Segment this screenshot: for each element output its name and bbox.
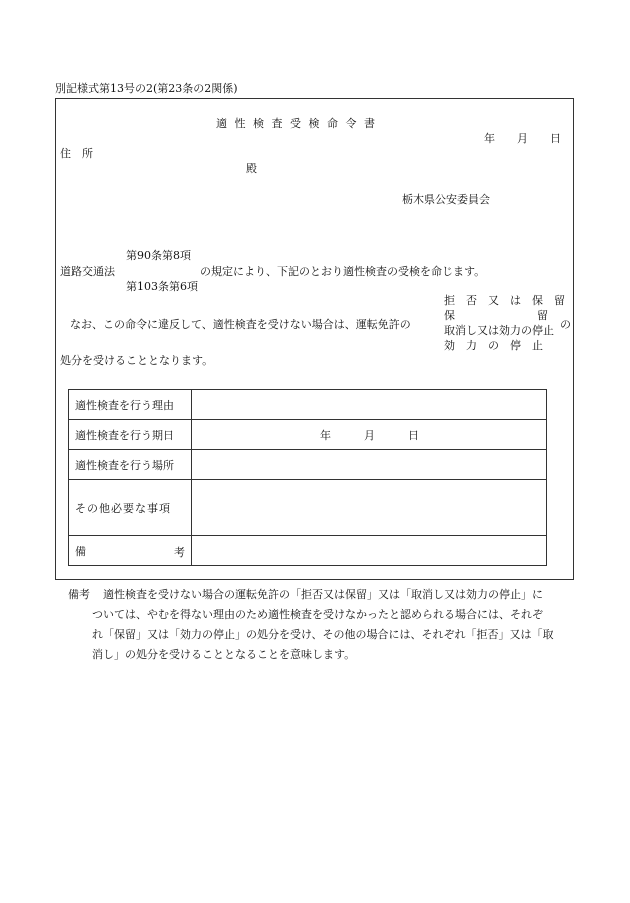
row-label: その他必要な事項 — [69, 480, 192, 536]
remarks-char-left: 備 — [75, 544, 86, 558]
address-label: 住 所 — [60, 147, 93, 160]
option-reserve-left: 保 — [444, 309, 455, 322]
form-number: 別記様式第13号の2(第23条の2関係) — [55, 82, 238, 95]
table-row — [69, 536, 547, 566]
remarks-label: 備考 — [68, 588, 90, 601]
honorific: 殿 — [246, 162, 257, 175]
option-suffix: の — [560, 318, 571, 331]
row-label: 適性検査を行う理由 — [69, 390, 192, 420]
row-label: 適性検査を行う場所 — [69, 450, 192, 480]
article-lower: 第103条第6項 — [126, 280, 198, 293]
row-value — [192, 450, 547, 480]
remarks-line: れ「保留」又は「効力の停止」の処分を受け、その他の場合には、それぞれ「拒否」又は「取 — [92, 628, 554, 641]
order-text: の規定により、下記のとおり適性検査の受検を命じます。 — [200, 265, 486, 278]
option-refuse-or-reserve: 拒 否 又 は 保 留 — [444, 294, 565, 307]
remarks-line: ついては、やむを得ない理由のため適性検査を受けなかったと認められる場合には、それぞ — [92, 608, 543, 621]
option-suspend: 効 力 の 停 止 — [444, 339, 543, 352]
row-label: 適性検査を行う期日 — [69, 420, 192, 450]
document-title: 適 性 検 査 受 検 命 令 書 — [216, 117, 377, 130]
row-label-remarks — [69, 536, 192, 566]
table-row — [69, 420, 547, 450]
row-value — [192, 390, 547, 420]
article-upper: 第90条第8項 — [126, 249, 191, 262]
option-reserve-right: 留 — [537, 309, 548, 322]
warning-text: なお、この命令に違反して、適性検査を受けない場合は、運転免許の — [70, 318, 411, 331]
remarks-char-right: 考 — [174, 546, 185, 559]
row-value — [192, 480, 547, 536]
inspection-details-table — [68, 389, 547, 566]
table-row — [69, 390, 547, 420]
row-value-date: 年 月 日 — [192, 420, 547, 450]
issue-date: 年 月 日 — [484, 132, 561, 145]
remarks-line: 適性検査を受けない場合の運転免許の「拒否又は保留」又は「取消し又は効力の停止」に — [103, 588, 543, 601]
table-row — [69, 450, 547, 480]
remarks-line: 消し」の処分を受けることとなることを意味します。 — [92, 648, 356, 661]
table-row — [69, 480, 547, 536]
closing-text: 処分を受けることとなります。 — [60, 354, 214, 367]
row-value — [192, 536, 547, 566]
issuer-name: 栃木県公安委員会 — [402, 193, 490, 206]
option-cancel-or-suspend: 取消し又は効力の停止 — [444, 324, 554, 337]
law-name: 道路交通法 — [60, 265, 115, 278]
